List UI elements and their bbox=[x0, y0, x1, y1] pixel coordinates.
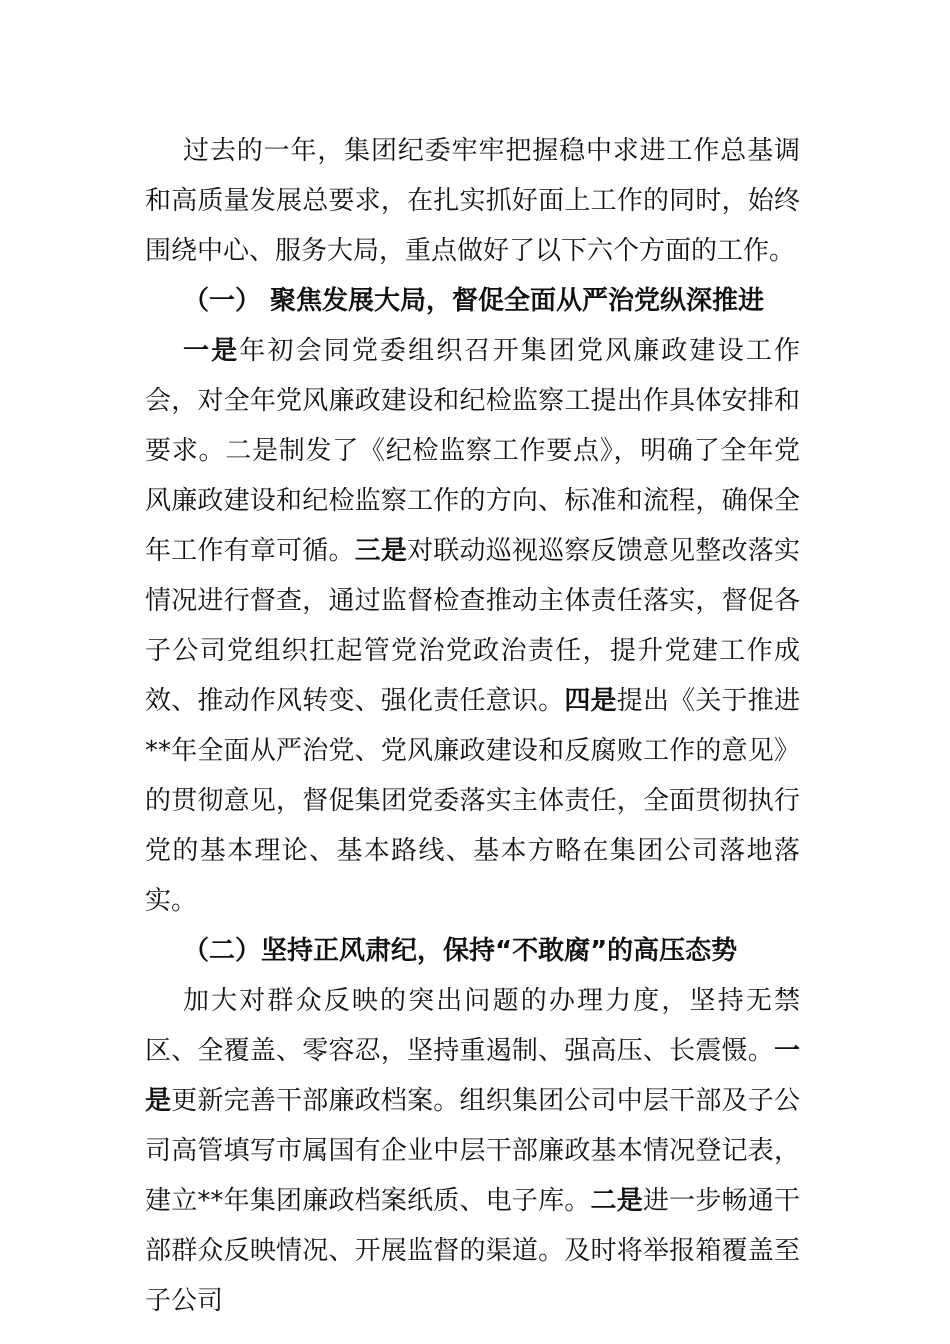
section-2-intro-text: 加大对群众反映的突出问题的办理力度，坚持无禁区、全覆盖、零容忍，坚持重遏制、强高压、长震慑。 bbox=[145, 986, 800, 1066]
point-1-lead: 一是 bbox=[183, 336, 240, 366]
s2-point-2-lead: 二是 bbox=[590, 1186, 643, 1216]
document-body bbox=[145, 126, 800, 1326]
point-1-text: 年初会同党委组织召开集团党风廉政建设工作会，对全年党风廉政建设和纪检监察工提出作具体安排和要求。二是制发了《纪检监察工作要点》，明确了全年党风廉政建设和纪检监察工作的方向、标准和流程，确保全年工作有章可循。 bbox=[145, 336, 800, 566]
s2-point-1-lead: 一是 bbox=[145, 1036, 800, 1116]
section-1-paragraph bbox=[145, 326, 800, 926]
section-1-heading bbox=[145, 276, 800, 326]
intro-paragraph bbox=[145, 126, 800, 276]
section-2-paragraph bbox=[145, 976, 800, 1326]
section-2-heading bbox=[145, 926, 800, 976]
s2-point-1-text: 更新完善干部廉政档案。组织集团公司中层干部及子公司高管填写市属国有企业中层干部廉政基本情况登记表，建立**年集团廉政档案纸质、电子库。 bbox=[145, 1086, 800, 1216]
point-4-text: 提出《关于推进**年全面从严治党、党风廉政建设和反腐败工作的意见》的贯彻意见，督促集团党委落实主体责任，全面贯彻执行党的基本理论、基本路线、基本方略在集团公司落地落实。 bbox=[145, 686, 800, 916]
point-4-lead: 四是 bbox=[564, 686, 617, 716]
section-2-heading-text: （二）坚持正风肃纪，保持“不敢腐”的高压态势 bbox=[183, 936, 738, 966]
point-3-text: 对联动巡视巡察反馈意见整改落实情况进行督查，通过监督检查推动主体责任落实，督促各子公司党组织扛起管党治党政治责任，提升党建工作成效、推动作风转变、强化责任意识。 bbox=[145, 536, 800, 716]
section-1-heading-text: （一） 聚焦发展大局，督促全面从严治党纵深推进 bbox=[183, 286, 765, 316]
s2-point-2-text: 进一步畅通干部群众反映情况、开展监督的渠道。及时将举报箱覆盖至子公司 bbox=[145, 1186, 800, 1316]
intro-text: 过去的一年，集团纪委牢牢把握稳中求进工作总基调和高质量发展总要求，在扎实抓好面上工作的同时，始终围绕中心、服务大局，重点做好了以下六个方面的工作。 bbox=[145, 136, 800, 266]
point-3-lead: 三是 bbox=[354, 536, 408, 566]
